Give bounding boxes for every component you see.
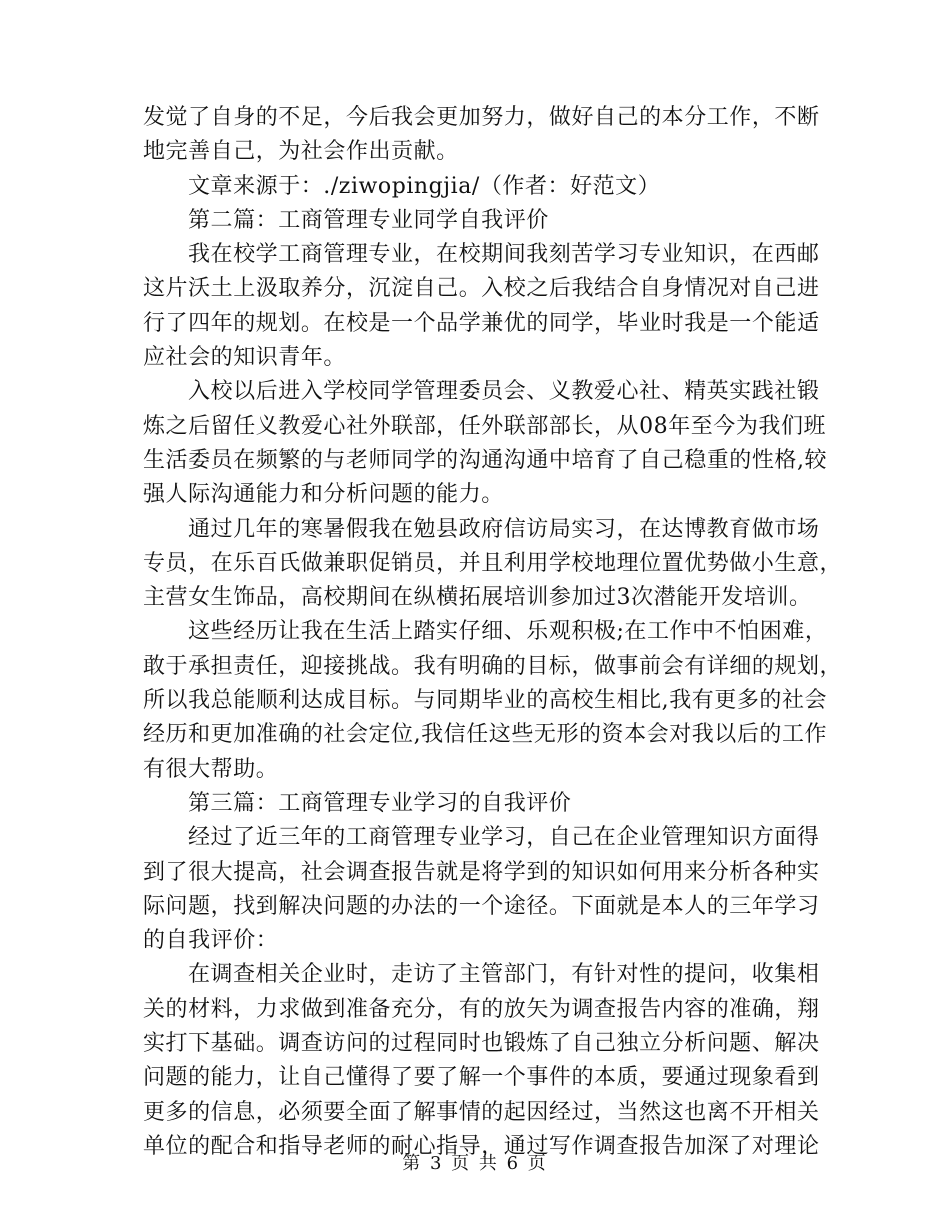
document-body [143, 101, 843, 1164]
text-line: 入校以后进入学校同学管理委员会、义教爱心社、精英实践社锻 [188, 379, 820, 405]
text-line: 际问题，找到解决问题的办法的一个途径。下面就是本人的三年学习 [143, 893, 820, 919]
text-line: 应社会的知识青年。 [143, 345, 346, 371]
text-line: 单位的配合和指导老师的耐心指导，通过写作调查报告加深了对理论 [143, 1133, 820, 1159]
text-line: 主营女生饰品，高校期间在纵横拓展培训参加过3次潜能开发培训。 [143, 585, 812, 611]
text-line: 到了很大提高，社会调查报告就是将学到的知识如何用来分析各种实 [143, 859, 820, 885]
text-line: 经过了近三年的工商管理专业学习，自己在企业管理知识方面得 [188, 825, 820, 851]
text-line: 所以我总能顺利达成目标。与同期毕业的高校生相比,我有更多的社会 [143, 688, 828, 714]
text-line: 地完善自己，为社会作出贡献。 [143, 139, 459, 165]
text-line: 关的材料，力求做到准备充分，有的放矢为调查报告内容的准确，翔 [143, 996, 820, 1022]
text-line: 在调查相关企业时，走访了主管部门，有针对性的提问，收集相 [188, 962, 820, 988]
text-line: 专员，在乐百氏做兼职促销员，并且利用学校地理位置优势做小生意， [143, 550, 843, 576]
section-heading: 第二篇：工商管理专业同学自我评价 [188, 207, 549, 233]
source-line: 文章来源于：./ziwopingjia/（作者：好范文） [188, 173, 661, 199]
text-line: 强人际沟通能力和分析问题的能力。 [143, 482, 504, 508]
text-line: 实打下基础。调查访问的过程同时也锻炼了自己独立分析问题、解决 [143, 1031, 820, 1057]
text-line: 问题的能力，让自己懂得了要了解一个事件的本质，要通过现象看到 [143, 1065, 820, 1091]
text-line: 我在校学工商管理专业，在校期间我刻苦学习专业知识，在西邮 [188, 242, 820, 268]
text-line: 通过几年的寒暑假我在勉县政府信访局实习，在达博教育做市场 [188, 516, 820, 542]
text-line: 敢于承担责任，迎接挑战。我有明确的目标，做事前会有详细的规划， [143, 653, 843, 679]
text-line: 更多的信息，必须要全面了解事情的起因经过，当然这也离不开相关 [143, 1099, 820, 1125]
section-heading: 第三篇：工商管理专业学习的自我评价 [188, 790, 572, 816]
text-line: 发觉了自身的不足，今后我会更加努力，做好自己的本分工作，不断 [143, 105, 820, 130]
text-line: 行了四年的规划。在校是一个品学兼优的同学，毕业时我是一个能适 [143, 310, 820, 336]
text-line: 炼之后留任义教爱心社外联部，任外联部部长，从08年至今为我们班 [143, 413, 827, 439]
text-line: 经历和更加准确的社会定位,我信任这些无形的资本会对我以后的工作 [143, 722, 828, 748]
text-line: 的自我评价： [143, 928, 279, 954]
page-number-footer: 第 3 页 共 6 页 [402, 1153, 548, 1174]
text-line: 生活委员在频繁的与老师同学的沟通沟通中培育了自己稳重的性格,较 [143, 447, 828, 473]
text-line: 有很大帮助。 [143, 756, 279, 782]
text-line: 这些经历让我在生活上踏实仔细、乐观积极;在工作中不怕困难， [188, 619, 828, 645]
text-line: 这片沃土上汲取养分，沉淀自己。入校之后我结合自身情况对自己进 [143, 276, 820, 302]
